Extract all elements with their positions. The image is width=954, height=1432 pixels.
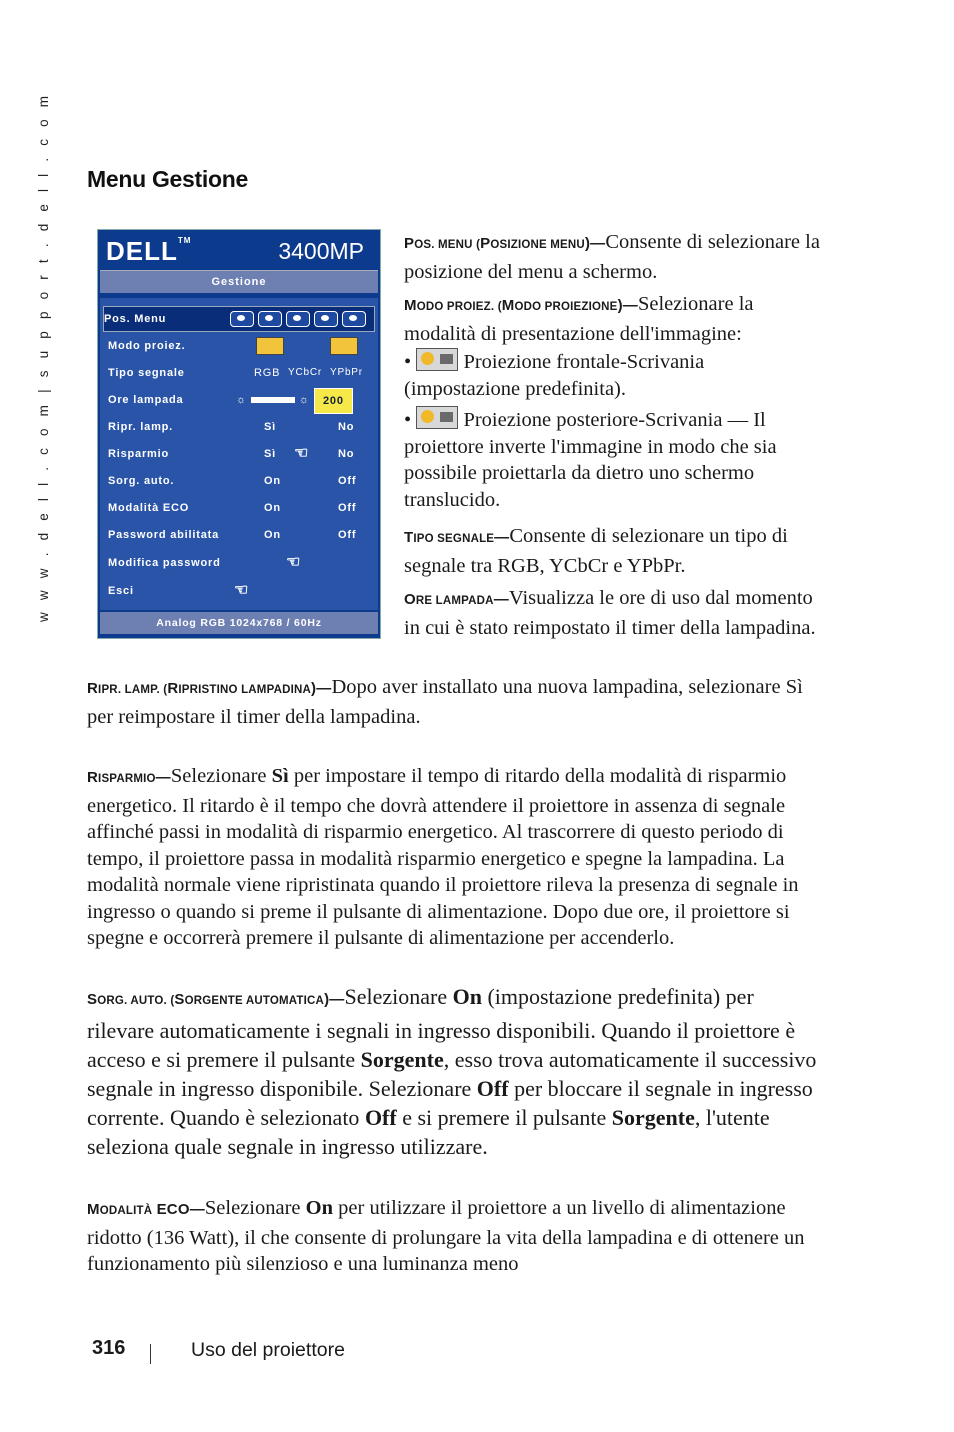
lamp-slider: ☼ ☼ bbox=[236, 394, 310, 406]
bullet-front: • Proiezione frontale-Scrivania (impostazione predefinita). bbox=[404, 348, 824, 402]
osd-row: Pos. Menu bbox=[103, 306, 375, 332]
footer-section: Uso del proiettore bbox=[191, 1339, 345, 1361]
osd-row: Risparmio Sì ☜ No bbox=[108, 442, 374, 466]
ripr-lamp-para: RIPR. LAMP. (RIPRISTINO LAMPADINA)—Dopo aver installato una nuova lampadina, selezionare Sì per reimpostare il timer della lampadina. bbox=[87, 676, 803, 728]
osd-row: Password abilitata On Off bbox=[108, 529, 357, 541]
osd-footer: Analog RGB 1024x768 / 60Hz bbox=[100, 612, 378, 634]
tipo-segnale-para: TIPO SEGNALE—Consente di selezionare un tipo di segnale tra RGB, YCbCr e YPbPr. bbox=[404, 525, 788, 577]
front-projection-icon bbox=[256, 337, 284, 355]
osd-row: Modalità ECO On Off bbox=[108, 502, 357, 514]
osd-row: Ripr. lamp. Sì No bbox=[108, 421, 355, 433]
menu-position-icons bbox=[230, 307, 370, 331]
osd-row: Modifica password ☜ bbox=[108, 551, 374, 575]
sorg-auto-para: SORG. AUTO. (SORGENTE AUTOMATICA)—Selezionare On (impostazione predefinita) per rilevare automaticamente i segnali in ingresso disponibili. Quando il proiettore è acceso e si premere il pulsante Sorgente, esso trova automaticamente il successivo segnale in ingresso disponibile. Selezionare Off per bloccare il segnale in ingresso corrente. Quando è selezionato Off e si premere il pulsante Sorgente, l'utente seleziona quale segnale in ingresso utilizzare. bbox=[87, 984, 817, 1159]
osd-panel bbox=[100, 298, 378, 610]
risparmio-para: RISPARMIO—Selezionare Sì per impostare il tempo di ritardo della modalità di risparmio energetico. Il ritardo è il tempo che dovrà attendere il proiettore in assenza di segnale affinché passi in modalità di risparmio energetico. Al trascorrere di questo periodo di tempo, il proiettore passa in modalità risparmio energetico e spegne la lampadina. La modalità normale viene ripristinata quando il proiettore rileva la presenza di segnale in ingresso o quando si preme il pulsante di alimentazione. Dopo due ore, il proiettore si spegne e occorrerà premere il pulsante di alimentazione per accenderlo. bbox=[87, 765, 799, 949]
modo-proiez-para: MODO PROIEZ. (MODO PROIEZIONE)—Selezionare la modalità di presentazione dell'immagine: bbox=[404, 293, 754, 345]
pointer-hand-icon: ☜ bbox=[286, 554, 302, 571]
rear-projection-icon bbox=[330, 337, 358, 355]
osd-row: Modo proiez. bbox=[108, 334, 374, 358]
dell-logo: DELL™ bbox=[106, 236, 192, 266]
rear-desktop-icon bbox=[416, 406, 458, 429]
osd-screenshot bbox=[97, 229, 381, 639]
osd-header: Gestione bbox=[100, 270, 378, 293]
pointer-hand-icon: ☜ bbox=[294, 445, 310, 462]
osd-row: Tipo segnale RGB YCbCr YPbPr bbox=[108, 367, 363, 379]
osd-row: Ore lampada ☼ ☼ 200 bbox=[108, 388, 374, 412]
osd-row: Esci ☜ bbox=[108, 579, 374, 603]
osd-row: Sorg. auto. On Off bbox=[108, 475, 357, 487]
page-title: Menu Gestione bbox=[87, 166, 248, 192]
footer-divider bbox=[150, 1344, 151, 1364]
pos-menu-para: POS. MENU (POSIZIONE MENU)—Consente di selezionare la posizione del menu a schermo. bbox=[404, 231, 820, 283]
front-desktop-icon bbox=[416, 348, 458, 371]
osd-model: 3400MP bbox=[278, 238, 364, 264]
side-url: w w w . d e l l . c o m | s u p p o r t . d e l l . c o m bbox=[36, 91, 51, 622]
bullet-rear: • Proiezione posteriore-Scrivania — Il proiettore inverte l'immagine in modo che sia possibile proiettarla da dietro uno schermo translucido. bbox=[404, 406, 824, 513]
page-number: 316 bbox=[92, 1337, 126, 1359]
modalita-eco-para: MODALITÀ ECO—Selezionare On per utilizzare il proiettore a un livello di alimentazione ridotto (136 Watt), il che consente di prolungare la vita della lampadina e di ottenere un funzionamento più silenzioso e una luminanza meno bbox=[87, 1197, 805, 1275]
pointer-hand-icon: ☜ bbox=[234, 582, 250, 599]
ore-lampada-para: ORE LAMPADA—Visualizza le ore di uso dal momento in cui è stato reimpostato il timer della lampadina. bbox=[404, 587, 816, 639]
